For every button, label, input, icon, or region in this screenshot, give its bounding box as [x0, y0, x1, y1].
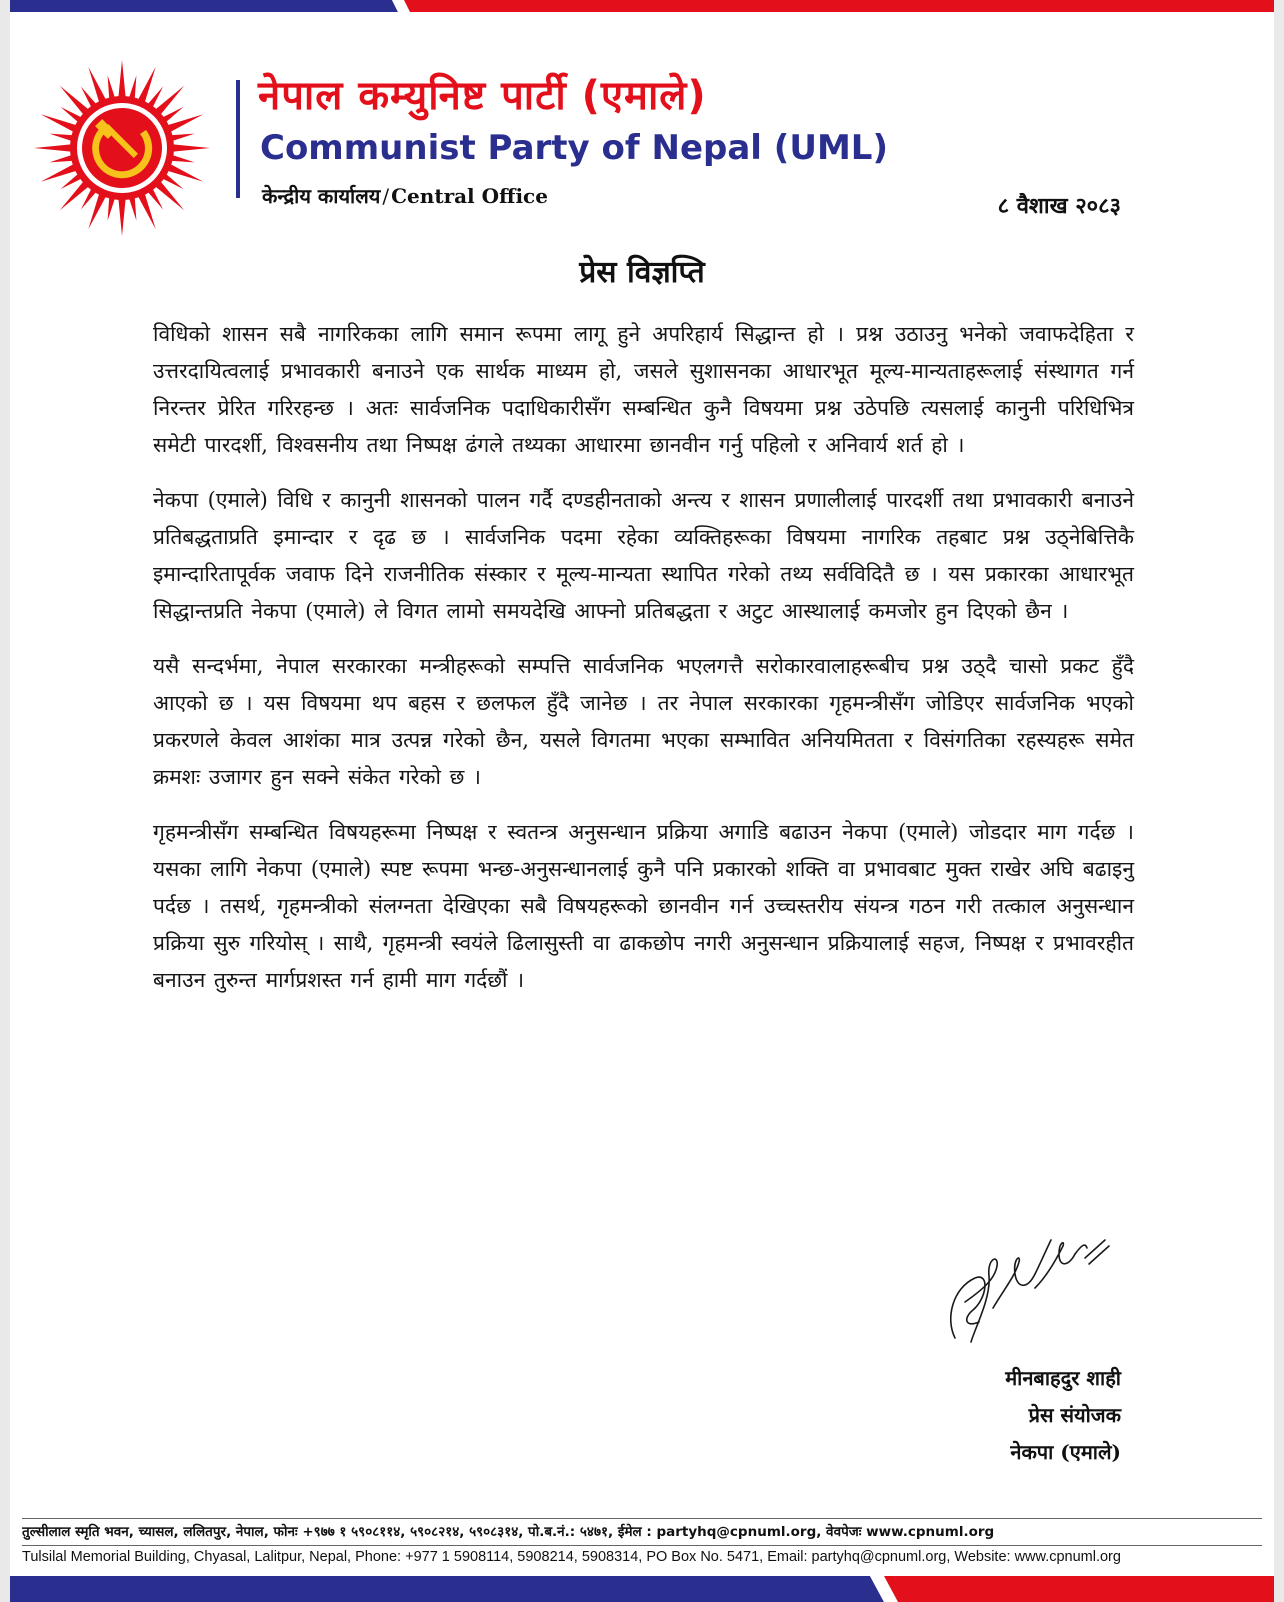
top-color-band	[10, 0, 1274, 12]
party-name-nepali: नेपाल कम्युनिष्ट पार्टी (एमाले)	[258, 73, 707, 119]
body-paragraph: गृहमन्त्रीसँग सम्बन्धित विषयहरूमा निष्पक्ष र स्वतन्त्र अनुसन्धान प्रक्रिया अगाडि बढाउन नेकपा (एमाले) जोडदार माग गर्दछ । यसका लागि नेकपा (एमाले) स्पष्ट रूपमा भन्छ-अनुसन्धानलाई कुनै पनि प्रकारको शक्ति वा प्रभावबाट मुक्त राखेर अघि बढाइनु पर्दछ । तसर्थ, गृहमन्त्रीको संलग्नता देखिएका सबै विषयहरूको छानवीन गर्न उच्चस्तरीय संयन्त्र गठन गरी तत्काल अनुसन्धान प्रक्रिया सुरु गरियोस् । साथै, गृहमन्त्री स्वयंले ढिलासुस्ती वा ढाकछोप नगरी अनुसन्धान प्रक्रियालाई सहज, निष्पक्ष र प्रभावरहीत बनाउन तुरुन्त मार्गप्रशस्त गर्न हामी माग गर्दछौं ।	[153, 820, 1134, 992]
signer-organization: नेकपा (एमाले)	[1010, 1440, 1121, 1464]
document-date: ८ वैशाख २०८३	[997, 193, 1121, 219]
body-paragraph: यसै सन्दर्भमा, नेपाल सरकारका मन्त्रीहरूको सम्पत्ति सार्वजनिक भएलगत्तै सरोकारवालाहरूबीच प्रश्न उठ्दै चासो प्रकट हुँदै आएको छ । यस विषयमा थप बहस र छलफल हुँदै जानेछ । तर नेपाल सरकारका गृहमन्त्रीसँग जोडिएर सार्वजनिक भएको प्रकरणले केवल आशंका मात्र उत्पन्न गरेको छैन, यसले विगतमा भएका सम्भावित अनियमितता र विसंगतिका रहस्यहरू समेत क्रमशः उजागर हुन सक्ने संकेत गरेको छ ।	[153, 654, 1134, 789]
signer-block	[1005, 1360, 1121, 1471]
body-paragraph: नेकपा (एमाले) विधि र कानुनी शासनको पालन गर्दै दण्डहीनताको अन्त्य र शासन प्रणालीलाई पारदर्शी तथा प्रभावकारी बनाउने प्रतिबद्धताप्रति इमान्दार र दृढ छ । सार्वजनिक पदमा रहेका व्यक्तिहरूका विषयमा नागरिक तहबाट प्रश्न उठ्नेबित्तिकै इमान्दारितापूर्वक जवाफ दिने राजनीतिक संस्कार र मूल्य-मान्यता स्थापित गरेको तथ्य सर्वविदितै छ । यस प्रकारका आधारभूत सिद्धान्तप्रति नेकपा (एमाले) ले विगत लामो समयदेखि आफ्नो प्रतिबद्धता र अटुट आस्थालाई कमजोर हुन दिएको छैन ।	[153, 488, 1134, 623]
signer-name: मीनबाहदुर शाही	[1005, 1366, 1121, 1390]
bottom-color-band	[10, 1576, 1274, 1602]
office-label	[262, 182, 548, 209]
press-release-body	[153, 316, 1134, 1017]
signer-role: प्रेस संयोजक	[1028, 1403, 1121, 1427]
party-name-english: Communist Party of Nepal (UML)	[260, 128, 888, 168]
body-paragraph: विधिको शासन सबै नागरिकका लागि समान रूपमा लागू हुने अपरिहार्य सिद्धान्त हो । प्रश्न उठाउनु भनेको जवाफदेहिता र उत्तरदायित्वलाई प्रभावकारी बनाउने एक सार्थक माध्यम हो, जसले सुशासनका आधारभूत मूल्य-मान्यताहरूलाई संस्थागत गर्न निरन्तर प्रेरित गरिरहन्छ । अतः सार्वजनिक पदाधिकारीसँग सम्बन्धित कुनै विषयमा प्रश्न उठेपछि त्यसलाई कानुनी परिधिभित्र समेटी पारदर्शी, विश्वसनीय तथा निष्पक्ष ढंगले तथ्यका आधारमा छानवीन गर्नु पहिलो र अनिवार्य शर्त हो ।	[153, 322, 1134, 457]
footer-rule-top	[22, 1518, 1262, 1519]
footer-address-nepali: तुल्सीलाल स्मृति भवन, च्यासल, ललितपुर, नेपाल, फोनः +९७७ १ ५९०८११४, ५९०८२१४, ५९०८३१४, पो.ब.नं.: ५४७१, ईमेल : partyhq@cpnuml.org, वेवपेजः www.cpnuml.org	[22, 1524, 995, 1540]
letterhead-page	[10, 0, 1274, 1602]
office-label-english: Central Office	[391, 184, 548, 208]
footer-address-english: Tulsilal Memorial Building, Chyasal, Lalitpur, Nepal, Phone: +977 1 5908114, 5908214, 5908314, PO Box No. 5471, Email: partyhq@cpnuml.org, Website: www.cpnuml.org	[22, 1549, 1121, 1565]
sun-hammer-sickle-emblem-icon	[32, 58, 212, 238]
footer-rule-middle	[22, 1545, 1262, 1546]
office-label-separator: /	[382, 184, 390, 208]
handwritten-signature	[935, 1218, 1115, 1358]
office-label-nepali: केन्द्रीय कार्यालय	[262, 184, 381, 208]
header-divider	[236, 80, 240, 198]
press-release-heading: प्रेस विज्ञप्ति	[579, 255, 705, 290]
